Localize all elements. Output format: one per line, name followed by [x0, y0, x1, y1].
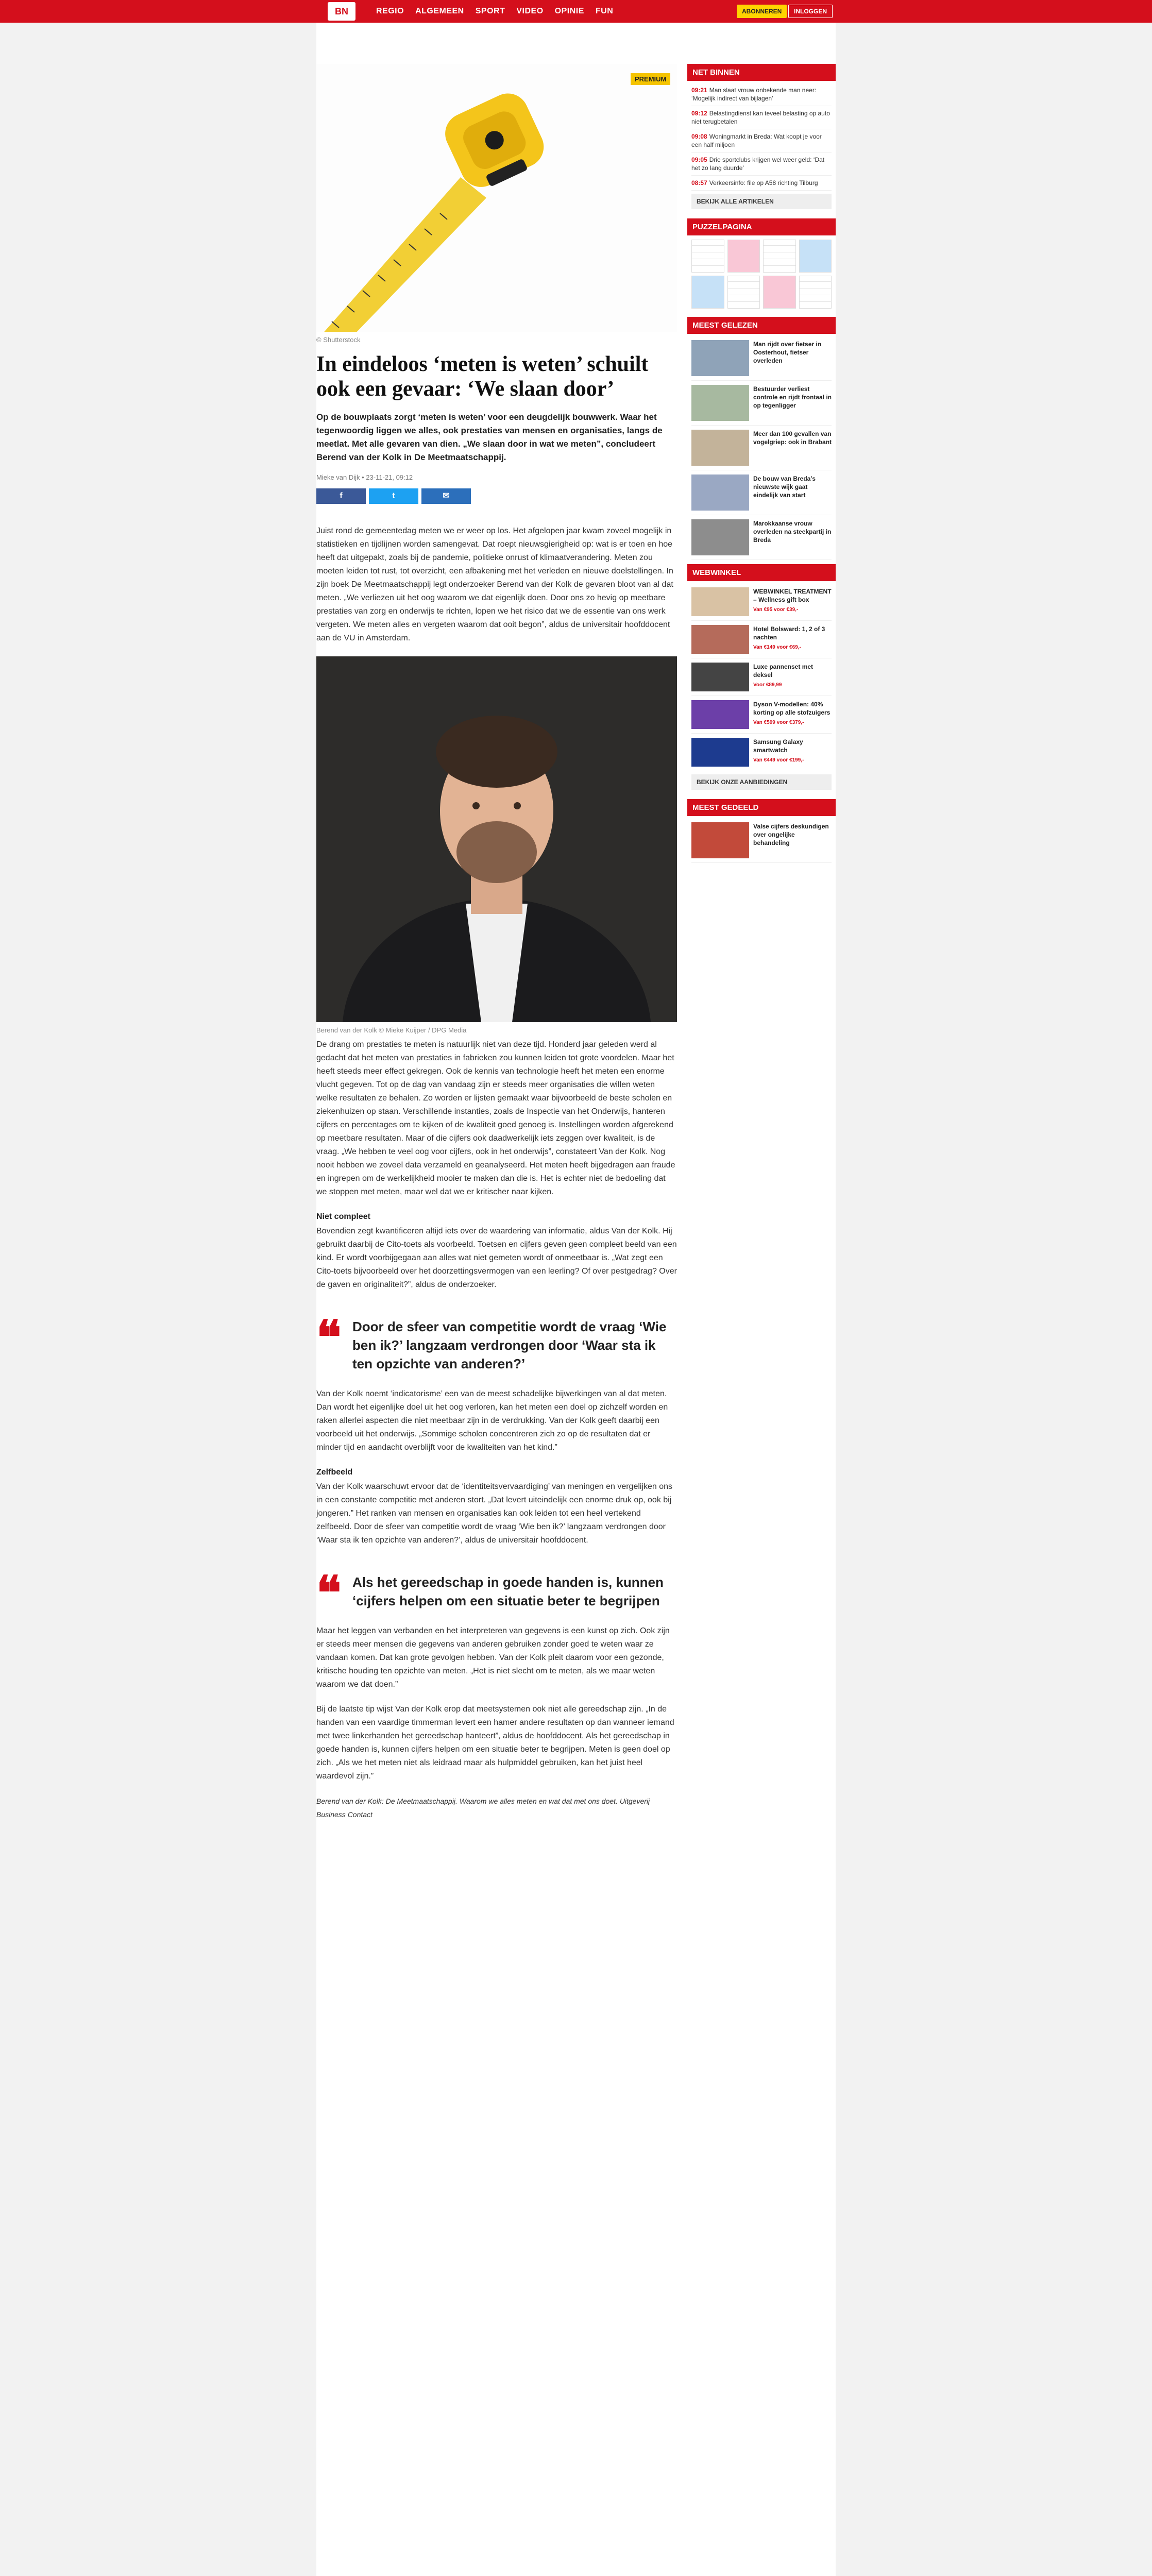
article-body — [316, 504, 677, 645]
thumbnail — [691, 700, 749, 729]
measuring-tape-illustration — [316, 64, 677, 332]
thumbnail — [691, 519, 749, 555]
item-time: 09:12 — [691, 110, 707, 117]
hero-caption: © Shutterstock — [316, 336, 361, 344]
nav-item-opinie[interactable]: OPINIE — [554, 7, 584, 15]
product-name: Dyson V-modellen: 40% korting op alle stofzuigers — [753, 701, 831, 716]
item-time: 09:08 — [691, 133, 707, 140]
thumbnail — [691, 430, 749, 466]
quote-mark-icon: ❝ — [316, 1313, 342, 1364]
list-item[interactable] — [691, 381, 832, 426]
product-name: Hotel Bolsward: 1, 2 of 3 nachten — [753, 625, 825, 641]
list-item[interactable] — [691, 336, 832, 381]
main-nav — [376, 0, 613, 23]
product-price: Van €149 voor €69,- — [753, 645, 801, 650]
item-text: Valse cijfers deskundigen over ongelijke behandeling — [753, 823, 829, 846]
item-text — [753, 738, 832, 767]
net-binnen-header: NET BINNEN — [687, 64, 836, 81]
product-price: Van €599 voor €379,- — [753, 720, 804, 725]
subscribe-button[interactable]: ABONNEREN — [737, 5, 787, 18]
item-text: Man slaat vrouw onbekende man neer: ‘Mogelijk indirect van bijlagen’ — [691, 87, 817, 102]
list-item[interactable] — [691, 83, 832, 106]
puzzle-tile[interactable] — [763, 276, 796, 309]
list-item[interactable] — [691, 129, 832, 152]
site-logo[interactable]: BN — [328, 2, 355, 21]
thumbnail — [691, 663, 749, 691]
puzzle-tile[interactable] — [691, 240, 724, 273]
article-title: In eindeloos ‘meten is weten’ schuilt ook een gevaar: ‘We slaan door’ — [316, 352, 649, 401]
list-item[interactable] — [691, 734, 832, 771]
pull-quote — [316, 1558, 677, 1624]
all-articles-button[interactable]: BEKIJK ALLE ARTIKELEN — [691, 194, 832, 209]
thumbnail — [691, 625, 749, 654]
webwinkel-list — [687, 581, 836, 799]
email-share-button[interactable]: ✉ — [421, 488, 471, 504]
product-name: WEBWINKEL TREATMENT – Wellness gift box — [753, 588, 832, 603]
meest-gedeeld-list — [687, 816, 836, 867]
list-item[interactable] — [691, 176, 832, 191]
pull-quote — [316, 1303, 677, 1387]
facebook-share-button[interactable]: f — [316, 488, 366, 504]
quote-mark-icon: ❝ — [316, 1568, 342, 1619]
page-container — [316, 23, 836, 2576]
item-text — [753, 587, 832, 616]
item-text: De bouw van Breda’s nieuwste wijk gaat eindelijk van start — [753, 475, 816, 499]
list-item[interactable] — [691, 470, 832, 515]
thumbnail — [691, 587, 749, 616]
item-text: Marokkaanse vrouw overleden na steekpartij in Breda — [753, 520, 832, 544]
product-price: Voor €89,99 — [753, 682, 782, 688]
item-text: Man rijdt over fietser in Oosterhout, fietser overleden — [753, 341, 822, 364]
product-name: Samsung Galaxy smartwatch — [753, 738, 803, 754]
pull-quote-text: Door de sfeer van competitie wordt de vraag ‘Wie ben ik?’ langzaam verdrongen door ‘Waar sta ik ten opzichte van anderen?’ — [352, 1319, 667, 1371]
subheading: Zelfbeeld — [316, 1468, 353, 1477]
item-time: 09:05 — [691, 156, 707, 163]
hero-image — [316, 64, 677, 332]
book-footnote: Berend van der Kolk: De Meetmaatschappij. Waarom we alles meten en wat dat met ons doet. Uitgeverij Business Contact — [316, 1797, 650, 1819]
thumbnail — [691, 738, 749, 767]
list-item[interactable] — [691, 621, 832, 658]
puzzle-grid — [687, 235, 836, 313]
item-text — [753, 663, 832, 691]
article-intro: Op de bouwplaats zorgt ‘meten is weten’ voor een deugdelijk bouwwerk. Waar het tegenwoordig liggen we alles, ook prestaties van mensen en organisaties, langs de meetlat. Met alle gevaren van dien. „We slaan door in wat we meten”, concludeert Berend van der Kolk in De Meetmaatschappij. — [316, 412, 663, 462]
portrait-image — [316, 656, 677, 1022]
list-item[interactable] — [691, 426, 832, 470]
login-button[interactable]: INLOGGEN — [788, 5, 833, 18]
puzzle-tile[interactable] — [763, 240, 796, 273]
list-item[interactable] — [691, 696, 832, 734]
puzzle-tile[interactable] — [727, 240, 760, 273]
net-binnen-list — [687, 81, 836, 218]
list-item[interactable] — [691, 106, 832, 129]
nav-item-fun[interactable]: FUN — [595, 7, 614, 15]
article-byline: Mieke van Dijk • 23-11-21, 09:12 — [316, 473, 413, 481]
puzzle-tile[interactable] — [799, 240, 832, 273]
article-body-continued — [316, 1038, 677, 1821]
product-price: Van €95 voor €39,- — [753, 607, 799, 613]
list-item[interactable] — [691, 152, 832, 176]
item-text: Woningmarkt in Breda: Wat koopt je voor een half miljoen — [691, 133, 822, 148]
webwinkel-header: WEBWINKEL — [687, 564, 836, 581]
paragraph: Bovendien zegt kwantificeren altijd iets over de waardering van informatie, aldus Van der Kolk. Hij gebruikt daarbij de Cito-toets als voorbeeld. Toetsen en cijfers geven geen compleet beeld van een kind. Er wordt voorbijgegaan aan alles wat niet gemeten wordt of onmeetbaar is. „Wat zegt een Cito-toets bijvoorbeeld over het doorzettingsvermogen van een leerling? Of over pestgedrag? Over de gaven en originaliteit?”, aldus de onderzoeker. — [316, 1227, 677, 1289]
item-text — [753, 625, 832, 654]
thumbnail — [691, 822, 749, 858]
product-price: Van €449 voor €199,- — [753, 757, 804, 763]
paragraph: Van der Kolk waarschuwt ervoor dat de ‘identiteitsvervaardiging’ van meningen en vergelijken ons in een constante competitie met anderen stort. „Dat levert uiteindelijk een enorme druk op, ook bij jongeren.” Het ranken van mensen en organisaties kan ook leiden tot een heel vertekend zelfbeeld. Door de sfeer van competitie wordt de vraag ‘Wie ben ik?’ langzaam verdrongen door ‘Waar sta ik ten opzichte van anderen?’, aldus de universitair hoofddocent. — [316, 1482, 673, 1545]
share-bar — [316, 488, 677, 504]
nav-item-video[interactable]: VIDEO — [516, 7, 544, 15]
nav-item-algemeen[interactable]: ALGEMEEN — [415, 7, 464, 15]
nav-item-regio[interactable]: REGIO — [376, 7, 404, 15]
item-text: Bestuurder verliest controle en rijdt frontaal in op tegenligger — [753, 385, 832, 409]
paragraph: Maar het leggen van verbanden en het interpreteren van gegevens is een kunst op zich. Ook zijn er steeds meer mensen die gegevens van anderen gebruiken zonder goed te weten waar ze vandaan komen. Dat kan grote gevolgen hebben. Van der Kolk pleit daarom voor een gezonde, kritische houding ten opzichte van meten. „Het is niet slecht om te meten, als we maar weten waarom we dat doen.” — [316, 1626, 670, 1689]
list-item[interactable] — [691, 515, 832, 560]
thumbnail — [691, 340, 749, 376]
puzzle-tile[interactable] — [691, 276, 724, 309]
subheading: Niet compleet — [316, 1212, 370, 1221]
item-text: Drie sportclubs krijgen wel weer geld: ‘Dat het zo lang duurde’ — [691, 156, 825, 172]
item-text: Belastingdienst kan teveel belasting op auto niet terugbetalen — [691, 110, 830, 125]
item-time: 08:57 — [691, 179, 707, 187]
puzzel-header: PUZZELPAGINA — [687, 218, 836, 235]
paragraph: Bij de laatste tip wijst Van der Kolk erop dat meetsystemen ook niet alle gereedschap zijn. „In de handen van een vaardige timmerman levert een hamer andere resultaten op dan wanneer iemand met twee linkerhanden het gereedschap hanteert”, aldus de hoofddocent. Als het gereedschap in goede handen is, kunnen cijfers helpen om een situatie beter te begrijpen. Meten is geen doel op zich. „Als we het meten niet als leidraad maar als hulpmiddel gebruiken, kan het juist heel waardevol zijn.” — [316, 1705, 674, 1781]
top-navigation-bar — [0, 0, 1152, 23]
meest-gelezen-list — [687, 334, 836, 564]
list-item[interactable] — [691, 658, 832, 696]
item-time: 09:21 — [691, 87, 707, 94]
twitter-share-button[interactable]: t — [369, 488, 418, 504]
meest-gedeeld-header: MEEST GEDEELD — [687, 799, 836, 816]
item-text: Meer dan 100 gevallen van vogelgriep: ook in Brabant — [753, 430, 832, 446]
thumbnail — [691, 474, 749, 511]
portrait-caption: Berend van der Kolk © Mieke Kuijper / DPG Media — [316, 1026, 467, 1034]
puzzle-tile[interactable] — [727, 276, 760, 309]
list-item[interactable] — [691, 583, 832, 621]
sidebar — [687, 64, 836, 867]
view-offers-button[interactable]: BEKIJK ONZE AANBIEDINGEN — [691, 774, 832, 790]
list-item[interactable] — [691, 818, 832, 863]
puzzle-tile[interactable] — [799, 276, 832, 309]
paragraph: Juist rond de gemeentedag meten we er weer op los. Het afgelopen jaar kwam zoveel mogelijk in statistieken en tijdlijnen worden samengevat. Dat roept nieuwsgierigheid op: wat is er toen en hoe heeft dat uitgepakt, zoals bij de pandemie, politieke onrust of klimaatverandering. Meten zou moeten leiden tot rust, tot overzicht, een afbakening met het verleden en nieuwe doelstellingen. In zijn boek De Meetmaatschappij legt onderzoeker Berend van der Kolk de gevaren bloot van al dat meten. „We verliezen uit het oog waarom we dat eigenlijk doen. Door ons zo hevig op meetbare prestaties van zorg en onderwijs te richten, lopen we het risico dat we de essentie van ons werk vergeten. We meten alles en vergeten waarom dat ooit begon”, aldus de universitair hoofddocent aan de VU in Amsterdam. — [316, 527, 673, 642]
paragraph: Van der Kolk noemt ‘indicatorisme’ een van de meest schadelijke bijwerkingen van al dat meten. Dan wordt het eigenlijke doel uit het oog verloren, kan het meten een doel op zichzelf worden en raken allerlei aspecten die niet meetbaar zijn in de verdrukking. Van der Kolk geeft daarbij een voorbeeld uit het onderwijs. „Sommige scholen concentreren zich zo op de resultaten dat er minder tijd en aandacht overblijft voor de kwaliteiten van het kind.” — [316, 1389, 668, 1452]
item-text: Verkeersinfo: file op A58 richting Tilburg — [709, 179, 818, 187]
portrait-illustration — [316, 656, 677, 1022]
item-text — [753, 700, 832, 729]
nav-item-sport[interactable]: SPORT — [475, 7, 505, 15]
thumbnail — [691, 385, 749, 421]
premium-badge: PREMIUM — [631, 73, 670, 85]
product-name: Luxe pannenset met deksel — [753, 663, 814, 679]
paragraph: De drang om prestaties te meten is natuurlijk niet van deze tijd. Honderd jaar geleden werd al gedacht dat het meten van prestaties in fabrieken zou kunnen leiden tot grote voordelen. Maar het heeft steeds meer effect gekregen. Ook de kennis van technologie heeft het meten een enorme vlucht gegeven. Tot op de dag van vandaag zijn er steeds meer organisaties die willen weten welke resultaten ze behalen. Zo worden er lijsten gemaakt waar bijvoorbeeld de beste scholen en ziekenhuizen op staan. Verschillende instanties, zoals de Inspectie van het Onderwijs, hanteren cijfers en percentages om te kijken of de kwaliteit goed genoeg is. Instellingen worden afgerekend op meetbare resultaten. Maar of die cijfers ook daadwerkelijk iets zeggen over kwaliteit, is de vraag. „We hebben te veel oog voor cijfers, ook in het onderwijs”, constateert Van der Kolk. Nog nooit hebben we zoveel data verzameld en geanalyseerd. Het meten heeft bijgedragen aan fraude en ingrepen om de werkelijkheid mooier te maken dan die is. Het is echter niet de bedoeling dat we stoppen met meten, maar wel dat we er kritischer naar kijken. — [316, 1040, 675, 1196]
pull-quote-text: Als het gereedschap in goede handen is, kunnen ‘cijfers helpen om een situatie beter te begrijpen — [352, 1574, 664, 1608]
meest-gelezen-header: MEEST GELEZEN — [687, 317, 836, 334]
